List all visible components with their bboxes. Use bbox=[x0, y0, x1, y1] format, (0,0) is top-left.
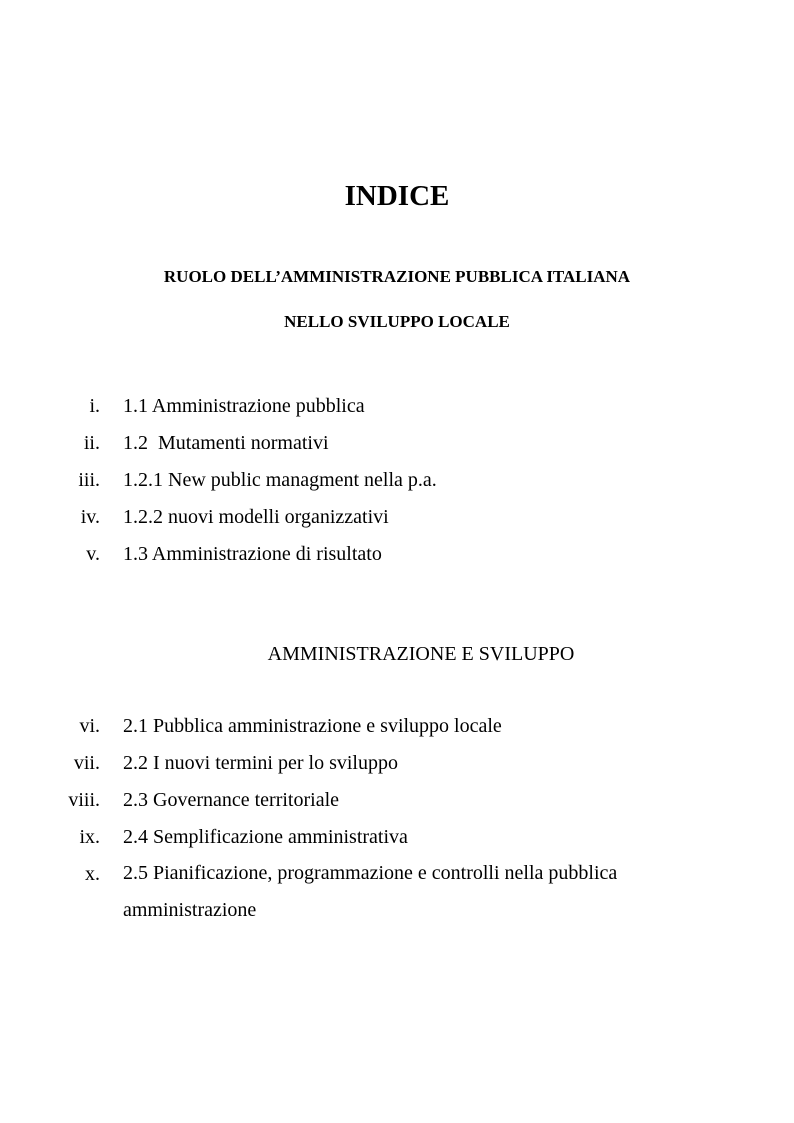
toc-item-text: 1.1 Amministrazione pubblica bbox=[123, 395, 365, 417]
toc-item-number: v. bbox=[86, 543, 100, 565]
toc-item-text: 1.2 Mutamenti normativi bbox=[123, 432, 329, 454]
toc-section-2 bbox=[0, 710, 794, 932]
toc-item-number: iii. bbox=[78, 469, 100, 491]
page-title: INDICE bbox=[344, 180, 450, 212]
section-heading: AMMINISTRAZIONE E SVILUPPO bbox=[267, 643, 575, 665]
toc-item bbox=[0, 784, 794, 821]
toc-item bbox=[0, 501, 794, 538]
toc-item-text: 1.2.1 New public managment nella p.a. bbox=[123, 469, 437, 491]
toc-item-number: x. bbox=[85, 863, 100, 885]
toc-item-text: 2.5 Pianificazione, programmazione e controlli nella pubblica amministrazione bbox=[123, 862, 618, 921]
toc-item-number: vii. bbox=[73, 752, 100, 774]
subtitle-line-1: RUOLO DELL’AMMINISTRAZIONE PUBBLICA ITALIANA bbox=[163, 267, 631, 286]
subtitle-line-2: NELLO SVILUPPO LOCALE bbox=[284, 312, 510, 331]
toc-item bbox=[0, 821, 794, 858]
toc-item-number: viii. bbox=[68, 789, 100, 811]
toc-item-number: ii. bbox=[83, 432, 100, 454]
toc-item bbox=[0, 390, 794, 427]
toc-item-number: vi. bbox=[79, 715, 100, 737]
toc-item-text: 2.3 Governance territoriale bbox=[123, 789, 340, 811]
toc-section-1 bbox=[0, 390, 794, 575]
toc-item bbox=[0, 538, 794, 575]
toc-item-text: 2.1 Pubblica amministrazione e sviluppo locale bbox=[123, 715, 502, 737]
toc-item-text: 2.2 I nuovi termini per lo sviluppo bbox=[123, 752, 398, 774]
toc-item-text: 1.3 Amministrazione di risultato bbox=[123, 543, 382, 565]
toc-item-text: 2.4 Semplificazione amministrativa bbox=[123, 826, 408, 848]
toc-item bbox=[0, 747, 794, 784]
toc-item bbox=[0, 427, 794, 464]
toc-item-text: 1.2.2 nuovi modelli organizzativi bbox=[123, 506, 389, 528]
toc-item bbox=[0, 710, 794, 747]
toc-item-number: ix. bbox=[79, 826, 100, 848]
toc-item bbox=[0, 464, 794, 501]
toc-item bbox=[0, 858, 794, 932]
toc-item-number: iv. bbox=[80, 506, 100, 528]
toc-item-number: i. bbox=[89, 395, 100, 417]
